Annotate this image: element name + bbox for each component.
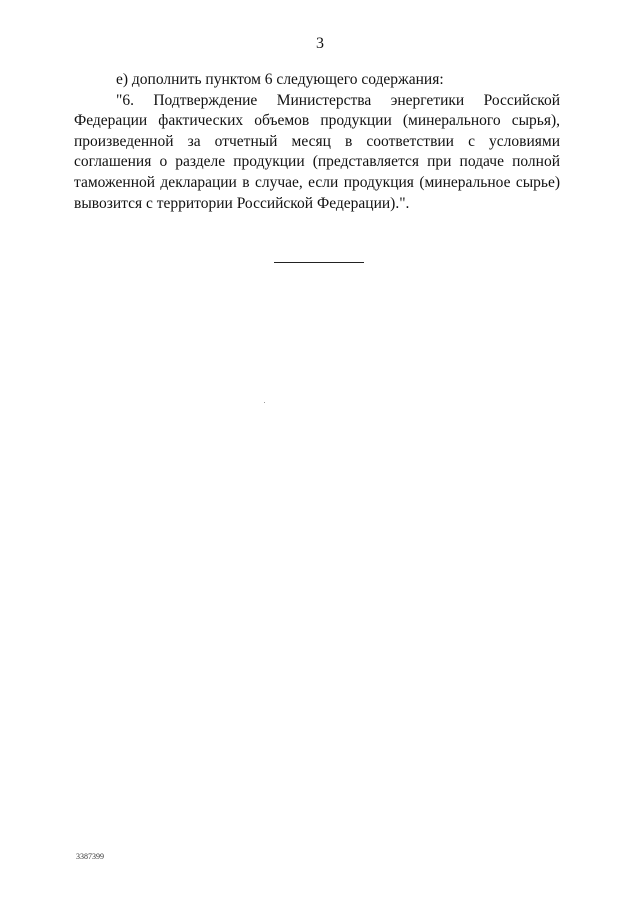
clause-6-paragraph: "6. Подтверждение Министерства энергетики Российской Федерации фактических объемов продукции (минерального сырья), произведенной за отчетный месяц в соответствии с условиями соглашения о разделе продукции (представляется при подаче полной таможенной декларации в случае, если продукция (минеральное сырье) вывозится с территории Российской Федерации).". (74, 91, 560, 212)
scan-speck (264, 402, 265, 403)
end-of-text-separator (274, 262, 364, 263)
document-code: 3387399 (76, 852, 104, 861)
document-body (74, 70, 560, 214)
page-number: 3 (316, 35, 324, 52)
amendment-intro-paragraph: е) дополнить пунктом 6 следующего содержания: (116, 71, 444, 88)
